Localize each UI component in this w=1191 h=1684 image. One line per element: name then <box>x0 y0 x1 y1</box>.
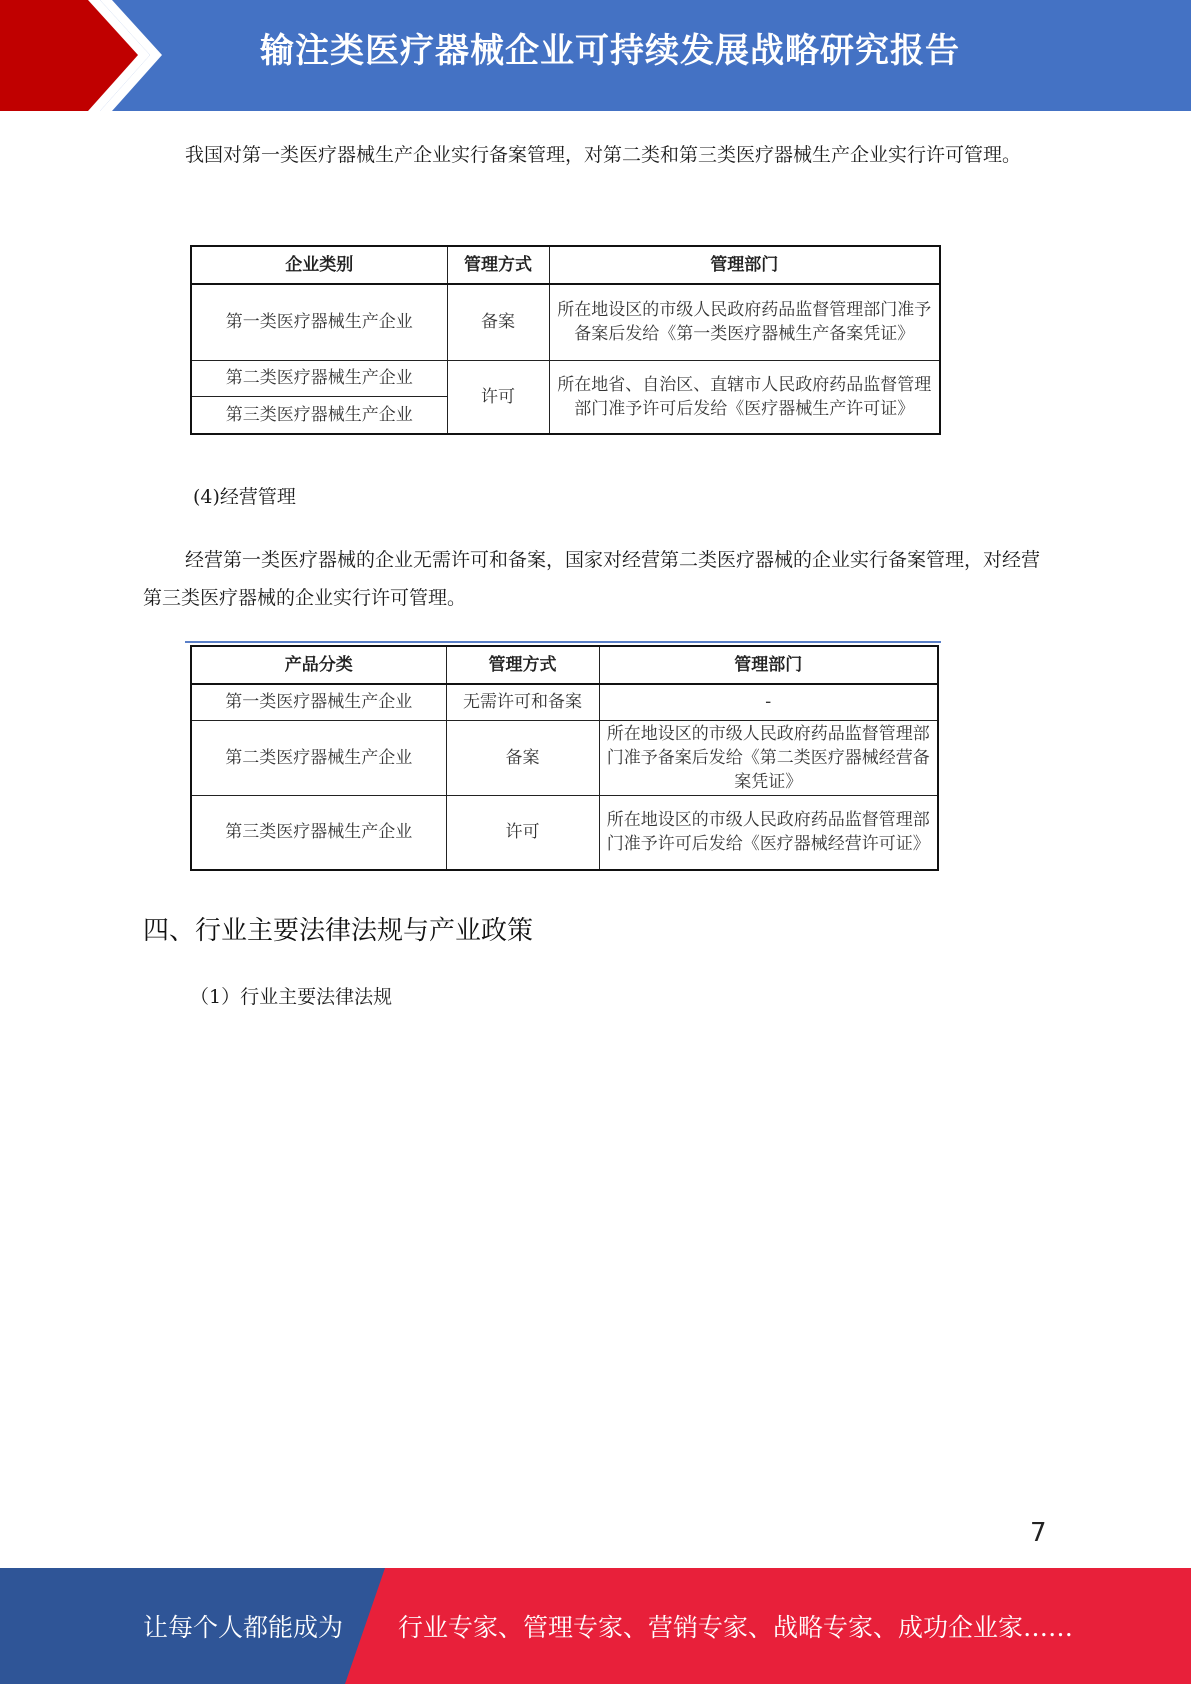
table-header-cell: 产品分类 <box>191 646 446 684</box>
category-cell: 第一类医疗器械生产企业 <box>191 684 446 720</box>
footer-slogan-right: 行业专家、管理专家、营销专家、战略专家、成功企业家…… <box>398 1613 1074 1642</box>
table-row <box>191 684 938 720</box>
category-cell: 第三类医疗器械生产企业 <box>191 396 447 434</box>
department-cell: 所在地省、自治区、直辖市人民政府药品监督管理部门准予许可后发给《医疗器械生产许可证》 <box>549 360 940 434</box>
table-row <box>191 360 940 396</box>
table-row <box>191 720 938 795</box>
footer-banner <box>0 1568 1191 1684</box>
method-cell: 备案 <box>446 720 599 795</box>
category-cell: 第三类医疗器械生产企业 <box>191 795 446 870</box>
operation-management-table <box>190 645 939 871</box>
table-header-cell: 企业类别 <box>191 246 447 284</box>
operation-paragraph: 经营第一类医疗器械的企业无需许可和备案，国家对经营第二类医疗器械的企业实行备案管理，对经营第三类医疗器械的企业实行许可管理。 <box>143 549 1041 609</box>
method-cell: 许可 <box>447 360 549 434</box>
production-management-table <box>190 245 941 435</box>
category-cell: 第二类医疗器械生产企业 <box>191 360 447 396</box>
table-row <box>191 284 940 360</box>
table-header-cell: 管理部门 <box>549 246 940 284</box>
page-number: 7 <box>1030 1518 1047 1548</box>
department-cell: 所在地设区的市级人民政府药品监督管理部门准予许可后发给《医疗器械经营许可证》 <box>599 795 938 870</box>
category-cell: 第二类医疗器械生产企业 <box>191 720 446 795</box>
report-title: 输注类医疗器械企业可持续发展战略研究报告 <box>260 31 960 71</box>
method-cell: 许可 <box>446 795 599 870</box>
table-top-rule <box>185 641 941 643</box>
table-header-cell: 管理方式 <box>446 646 599 684</box>
subsection-label: （1）行业主要法律法规 <box>190 986 393 1008</box>
method-cell: 备案 <box>447 284 549 360</box>
table-header-row <box>191 246 940 284</box>
department-cell: - <box>599 684 938 720</box>
method-cell: 无需许可和备案 <box>446 684 599 720</box>
table-header-row <box>191 646 938 684</box>
footer-slogan-left: 让每个人都能成为 <box>143 1613 344 1642</box>
section-4-label: (4)经营管理 <box>193 486 296 508</box>
section-heading: 四、行业主要法律法规与产业政策 <box>143 916 534 946</box>
intro-paragraph: 我国对第一类医疗器械生产企业实行备案管理，对第二类和第三类医疗器械生产企业实行许可管理。 <box>185 144 1022 166</box>
table-header-cell: 管理方式 <box>447 246 549 284</box>
header-banner <box>0 0 1191 111</box>
department-cell: 所在地设区的市级人民政府药品监督管理部门准予备案后发给《第二类医疗器械经营备案凭证》 <box>599 720 938 795</box>
category-cell: 第一类医疗器械生产企业 <box>191 284 447 360</box>
table-header-cell: 管理部门 <box>599 646 938 684</box>
table-row <box>191 795 938 870</box>
department-cell: 所在地设区的市级人民政府药品监督管理部门准予备案后发给《第一类医疗器械生产备案凭证》 <box>549 284 940 360</box>
